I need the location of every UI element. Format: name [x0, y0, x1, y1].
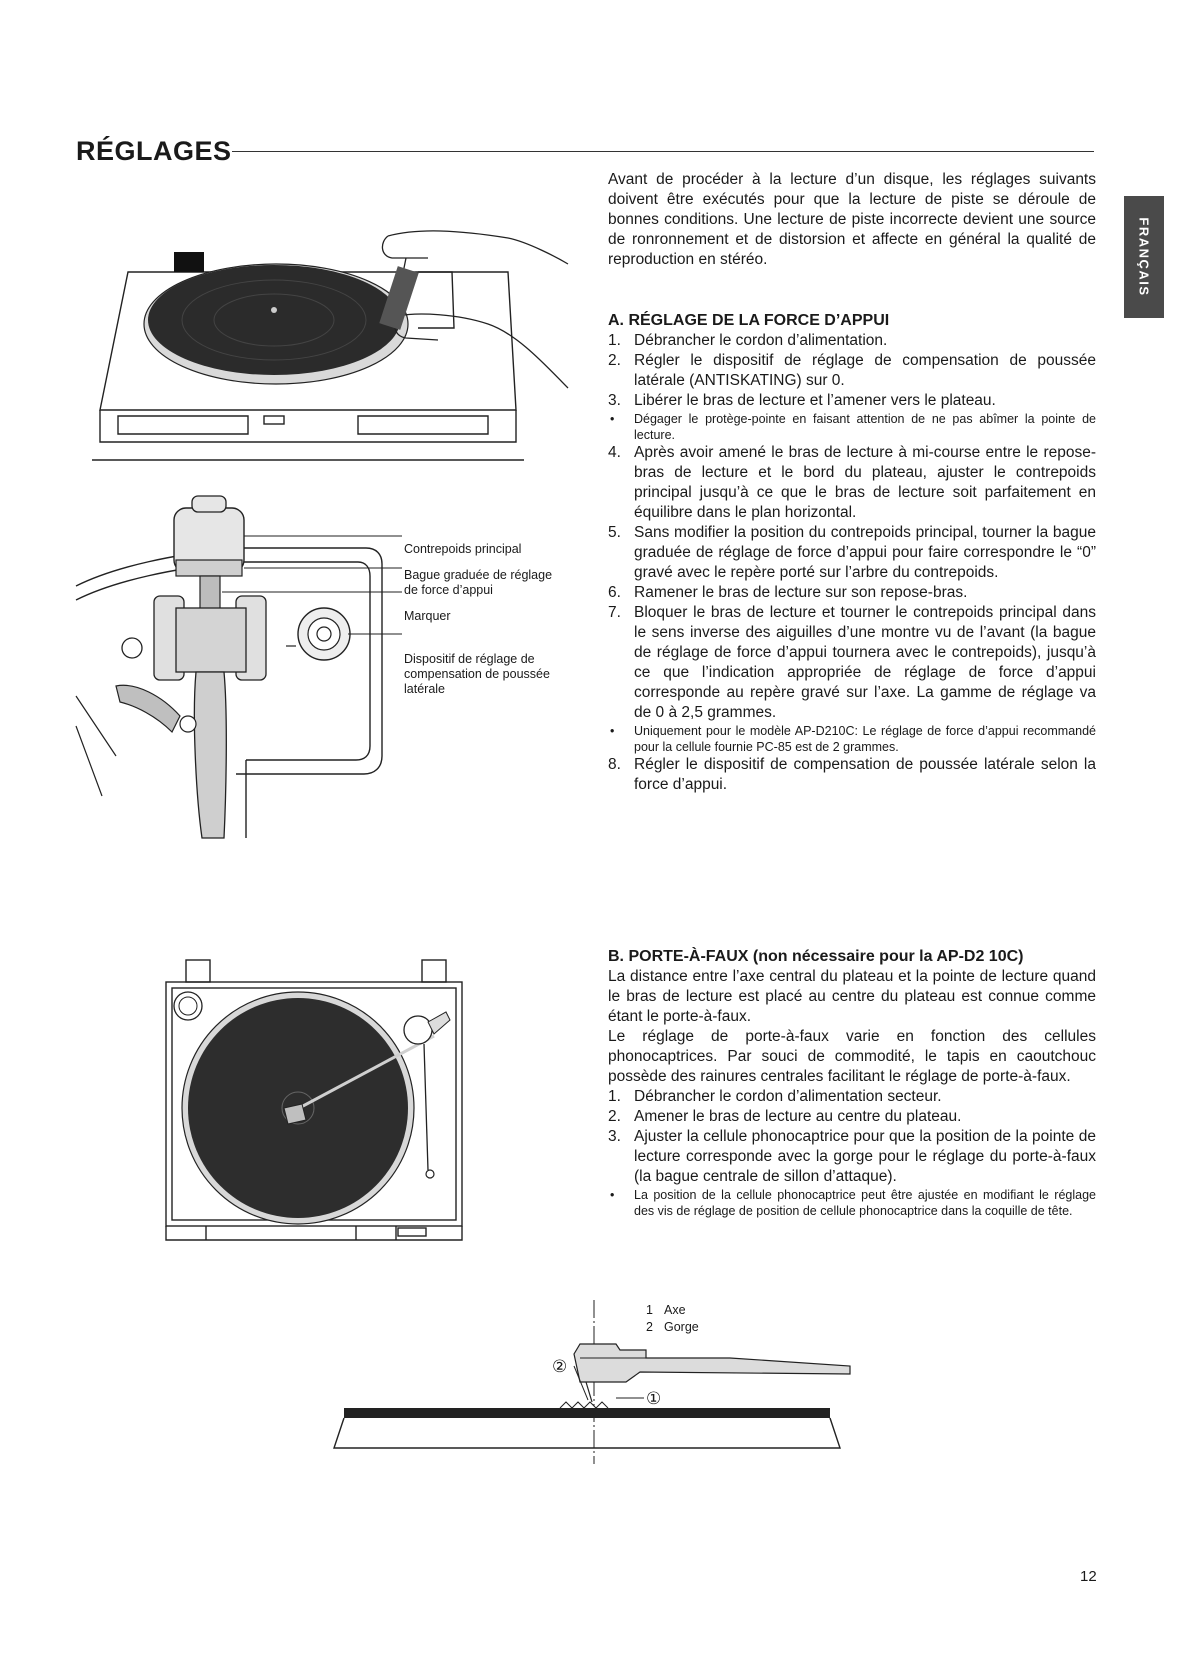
label-marker: Marquer: [404, 609, 451, 623]
label-antiskate-3: latérale: [404, 682, 445, 696]
list-item: 5. Sans modifier la position du contrepoids principal, tourner la bague graduée de réglage de force d’appui pour faire correspondre le “0” gravé avec le repère porté sur l’arbre du contrepoids.: [608, 524, 1096, 581]
list-item: 2. Régler le dispositif de réglage de compensation de poussée latérale (ANTISKATING) sur 0.: [608, 352, 1096, 389]
label-force-ring-2: de force d’appui: [404, 583, 493, 597]
tracking-force-ring: [176, 560, 242, 576]
list-item: 1. Débrancher le cordon d’alimentation secteur.: [608, 1088, 942, 1105]
section-b-steps: [608, 1087, 1096, 1219]
section-b-para-2: Le réglage de porte-à-faux varie en fonction des cellules phonocaptrices. Par souci de commodité, le tapis en caoutchouc possède des rainures centrales facilitant le réglage de porte-à-faux.: [608, 1028, 1096, 1085]
overhang-legend: [646, 1302, 699, 1336]
platter-mat-side: [344, 1408, 830, 1418]
section-b-para-1: La distance entre l’axe central du plateau et la pointe de lecture quand le bras de lecture est placé au centre du plateau est connue comme étant le porte-à-faux.: [608, 968, 1096, 1025]
platter-mat: [148, 265, 400, 375]
list-item: 7. Bloquer le bras de lecture et tourner le contrepoids principal dans le sens inverse des aiguilles d’une montre vu de l’avant (la bague de réglage de force d’appui tournera avec le contrepoids), jusqu’à ce que l’indication appropriée de réglage de force d’appui corresponde au repère gravé sur l’axe. La gamme de réglage va de 0 à 2,5 grammes.: [608, 604, 1096, 721]
note-item: • Dégager le protège-pointe en faisant attention de ne pas abîmer la pointe de lecture.: [610, 412, 1096, 442]
marker-2: ②: [552, 1357, 568, 1376]
page-title: RÉGLAGES: [76, 136, 232, 166]
page-number: 12: [1080, 1568, 1097, 1585]
list-item: 6. Ramener le bras de lecture sur son repose-bras.: [608, 584, 968, 601]
list-item: 4. Après avoir amené le bras de lecture à mi-course entre le repose-bras de lecture et le bord du plateau, ajuster le contrepoids principal jusqu’à ce que le bras de lecture soit parfaitement en équilibre dans le plan horizontal.: [608, 444, 1096, 521]
platter-side: [334, 1418, 840, 1448]
note-item: • La position de la cellule phonocaptrice peut être ajustée en modifiant le réglage des vis de réglage de position de cellule phonocaptrice dans la coquille de tête.: [610, 1188, 1096, 1218]
section-b-title: B. PORTE-À-FAUX (non nécessaire pour la AP-D2 10C): [608, 948, 1024, 965]
legend-item-1: 1 Axe: [646, 1303, 686, 1317]
marker-1: ①: [646, 1389, 662, 1408]
title-rule: [232, 151, 1094, 152]
label-counterweight: Contrepoids principal: [404, 542, 522, 556]
list-item: 8. Régler le dispositif de compensation de poussée latérale selon la force d’appui.: [608, 756, 1096, 793]
tonearm-counterweight-illustration: [76, 496, 396, 838]
section-a-steps: [608, 331, 1096, 795]
label-antiskate-1: Dispositif de réglage de: [404, 652, 535, 666]
hand-lower: [395, 314, 568, 388]
headshell-side: [574, 1344, 850, 1382]
label-antiskate-2: compensation de poussée: [404, 667, 550, 681]
note-item: • Uniquement pour le modèle AP-D210C: Le réglage de force d’appui recommandé pour la cellule fournie PC-85 est de 2 grammes.: [610, 724, 1096, 754]
language-tab-label: FRANÇAIS: [1136, 217, 1152, 297]
overhang-cross-section-illustration: [330, 1300, 850, 1464]
antiskating-dial: [286, 608, 350, 660]
list-item: 3. Libérer le bras de lecture et l’amener vers le plateau.: [608, 392, 996, 409]
section-overhang: [608, 946, 1096, 1219]
arm-rest: [116, 685, 180, 732]
label-force-ring-1: Bague graduée de réglage: [404, 568, 553, 582]
language-tab: [1124, 196, 1164, 318]
list-item: 3. Ajuster la cellule phonocaptrice pour que la position de la pointe de lecture corresponde avec la gorge pour le réglage du porte-à-faux (la bague centrale de sillon d’attaque).: [608, 1128, 1096, 1185]
turntable-top-view-illustration: [166, 960, 462, 1240]
rear-foot-left: [174, 252, 204, 272]
list-item: 2. Amener le bras de lecture au centre du plateau.: [608, 1108, 962, 1125]
legend-item-2: 2 Gorge: [646, 1320, 699, 1334]
section-tracking-force: [608, 310, 1096, 795]
arm-base: [194, 672, 226, 838]
turntable-hands-illustration: [88, 228, 568, 460]
intro-paragraph: Avant de procéder à la lecture d’un disque, les réglages suivants doivent être exécutés pour que la lecture de piste se déroule de bonnes conditions. Une lecture de piste incorrecte devient une source de ronronnement et de distorsion et affecte en général la qualité de reproduction en stéréo.: [608, 171, 1096, 268]
section-a-title: A. RÉGLAGE DE LA FORCE D’APPUI: [608, 312, 890, 329]
list-item: 1. Débrancher le cordon d’alimentation.: [608, 332, 888, 349]
